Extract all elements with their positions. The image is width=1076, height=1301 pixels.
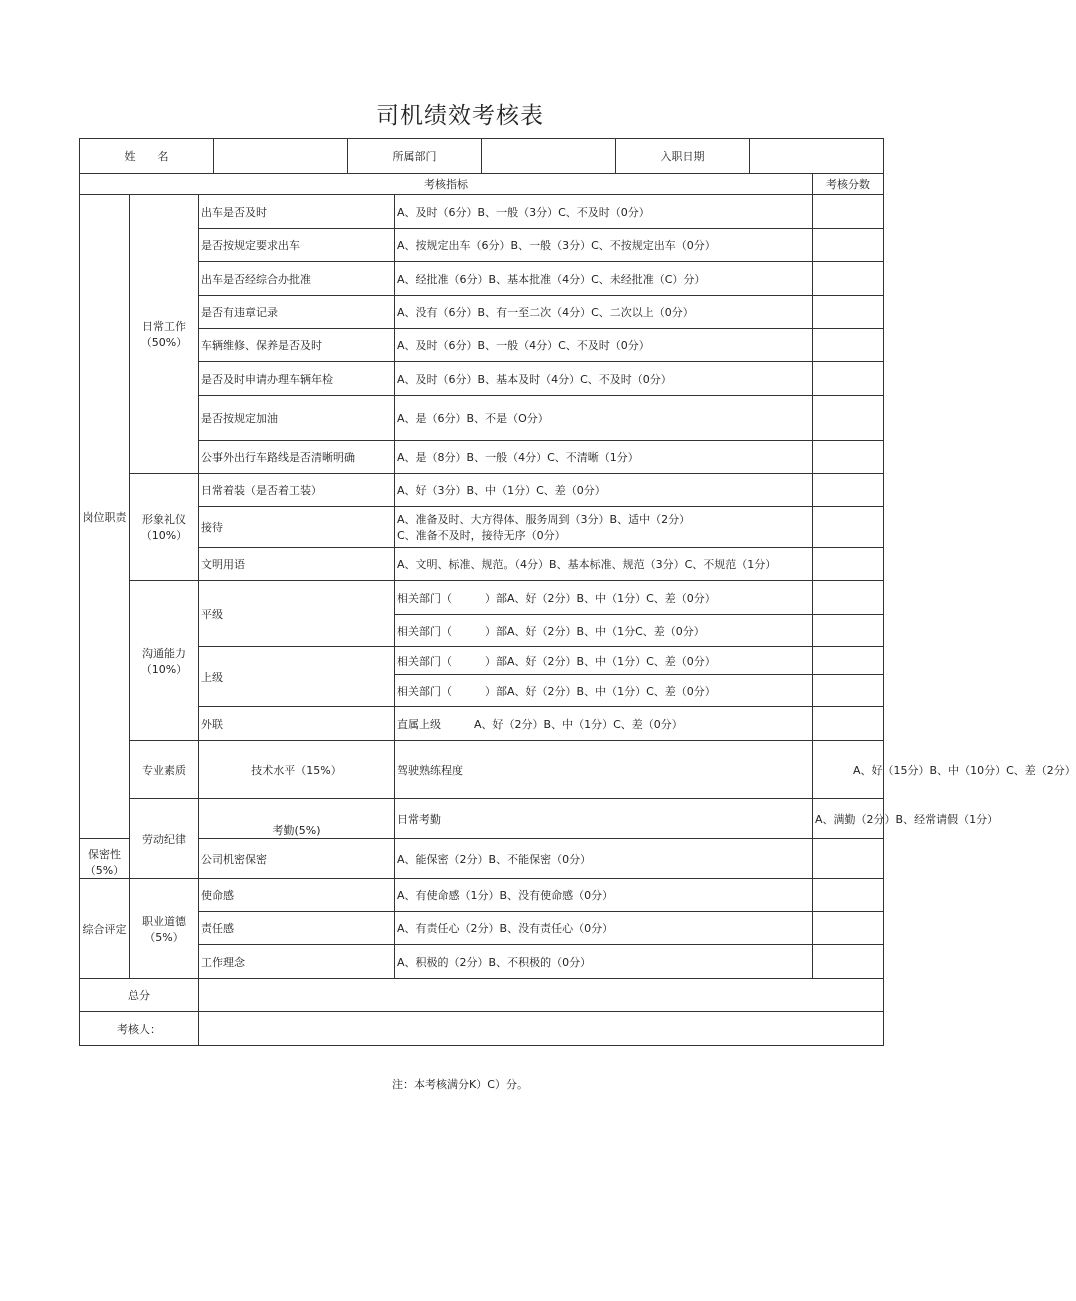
score-cell[interactable] (813, 945, 884, 979)
category-goutong: 沟通能力（10%） (130, 581, 199, 741)
item: 文明用语 (199, 548, 395, 581)
category-daode: 职业道德（5%） (130, 879, 199, 979)
category-baomi: 保密性（5%） (80, 839, 130, 879)
option-line: A、准备及时、大方得体、服务周到（3分）B、适中（2分） (397, 513, 691, 526)
score-cell[interactable] (813, 581, 884, 615)
total-field[interactable] (199, 979, 884, 1012)
item: 驾驶熟练程度 (395, 741, 813, 799)
dept-field[interactable] (482, 139, 616, 174)
header-score: 考核分数 (813, 174, 884, 195)
options: A、是（6分）B、不是（O分） (395, 396, 813, 441)
options: A、及时（6分）B、基本及时（4分）C、不及时（0分） (395, 362, 813, 396)
header-indicator: 考核指标 (80, 174, 813, 195)
date-field[interactable] (750, 139, 884, 174)
footnote: 注：本考核满分K）C）分。 (392, 1078, 528, 1091)
score-cell[interactable] (813, 879, 884, 912)
options: 相关部门（ ）部A、好（2分）B、中（1分）C、差（0分） (395, 581, 813, 615)
score-cell[interactable] (813, 507, 884, 548)
score-cell[interactable] (813, 474, 884, 507)
options: A、经批准（6分）B、基本批准（4分）C、未经批准（C）分） (395, 262, 813, 296)
item: 是否及时申请办理车辆年检 (199, 362, 395, 396)
date-label: 入职日期 (616, 139, 750, 174)
score-cell[interactable] (813, 647, 884, 675)
item: 外联 (199, 707, 395, 741)
category-kaoqin: 考勤(5%) (199, 799, 395, 839)
name-field[interactable] (214, 139, 348, 174)
page-title: 司机绩效考核表 (376, 103, 544, 129)
score-cell[interactable] (813, 195, 884, 229)
item: 平级 (199, 581, 395, 647)
options: 相关部门（ ）部A、好（2分）B、中（1分）C、差（0分） (395, 675, 813, 707)
section-gangwei: 岗位职责 (80, 195, 130, 839)
item: 上级 (199, 647, 395, 707)
item: 工作理念 (199, 945, 395, 979)
options: A、能保密（2分）B、不能保密（0分） (395, 839, 813, 879)
options: A、文明、标准、规范。（4分）B、基本标准、规范（3分）C、不规范（1分） (395, 548, 813, 581)
options: A、积极的（2分）B、不积极的（0分） (395, 945, 813, 979)
options: 相关部门（ ）部A、好（2分）B、中（1分）C、差（0分） (395, 647, 813, 675)
section-zhuanye: 专业素质 (130, 741, 199, 799)
name-label: 姓 名 (80, 139, 214, 174)
item: 是否按规定要求出车 (199, 229, 395, 262)
options: 直属上级 A、好（2分）B、中（1分）C、差（0分） (395, 707, 813, 741)
reviewer-field[interactable] (199, 1012, 884, 1046)
item: 使命感 (199, 879, 395, 912)
score-cell[interactable] (813, 229, 884, 262)
score-cell[interactable] (813, 362, 884, 396)
score-cell[interactable] (813, 839, 884, 879)
score-cell[interactable] (813, 296, 884, 329)
item: 公事外出行车路线是否清晰明确 (199, 441, 395, 474)
score-cell[interactable] (813, 262, 884, 296)
options: 相关部门（ ）部A、好（2分）B、中（1分C、差（0分） (395, 615, 813, 647)
reviewer-label: 考核人： (80, 1012, 199, 1046)
item: 出车是否经综合办批准 (199, 262, 395, 296)
assessment-table (79, 173, 1076, 1046)
options: A、好（3分）B、中（1分）C、差（0分） (395, 474, 813, 507)
options: A、是（8分）B、一般（4分）C、不清晰（1分） (395, 441, 813, 474)
dept-label: 所属部门 (348, 139, 482, 174)
item: 日常考勤 (395, 799, 813, 839)
category-jishu: 技术水平（15%） (199, 741, 395, 799)
options: A、满勤（2分）B、经常请假（1分） (813, 799, 884, 839)
item: 是否有违章记录 (199, 296, 395, 329)
options: A、有使命感（1分）B、没有使命感（0分） (395, 879, 813, 912)
score-cell[interactable] (813, 548, 884, 581)
options: A、没有（6分）B、有一至二次（4分）C、二次以上（0分） (395, 296, 813, 329)
item: 车辆维修、保养是否及时 (199, 329, 395, 362)
option-line: C、准备不及时，接待无序（0分） (397, 529, 566, 542)
options: A、有责任心（2分）B、没有责任心（0分） (395, 912, 813, 945)
section-laodong: 劳动纪律 (130, 799, 199, 879)
item: 接待 (199, 507, 395, 548)
item: 日常着装（是否着工装） (199, 474, 395, 507)
item: 公司机密保密 (199, 839, 395, 879)
score-cell[interactable] (813, 615, 884, 647)
score-cell[interactable] (813, 396, 884, 441)
info-table (79, 138, 884, 174)
score-cell[interactable] (813, 675, 884, 707)
item: 责任感 (199, 912, 395, 945)
category-xingxiang: 形象礼仪（10%） (130, 474, 199, 581)
options (395, 507, 813, 548)
item: 是否按规定加油 (199, 396, 395, 441)
options: A、及时（6分）B、一般（4分）C、不及时（0分） (395, 329, 813, 362)
options: A、按规定出车（6分）B、一般（3分）C、不按规定出车（0分） (395, 229, 813, 262)
item: 出车是否及时 (199, 195, 395, 229)
category-richang: 日常工作（50%） (130, 195, 199, 474)
section-zonghe: 综合评定 (80, 879, 130, 979)
options: A、好（15分）B、中（10分）C、差（2分） (813, 741, 884, 799)
options: A、及时（6分）B、一般（3分）C、不及时（0分） (395, 195, 813, 229)
score-cell[interactable] (813, 329, 884, 362)
total-label: 总分 (80, 979, 199, 1012)
score-cell[interactable] (813, 912, 884, 945)
score-cell[interactable] (813, 707, 884, 741)
score-cell[interactable] (813, 441, 884, 474)
